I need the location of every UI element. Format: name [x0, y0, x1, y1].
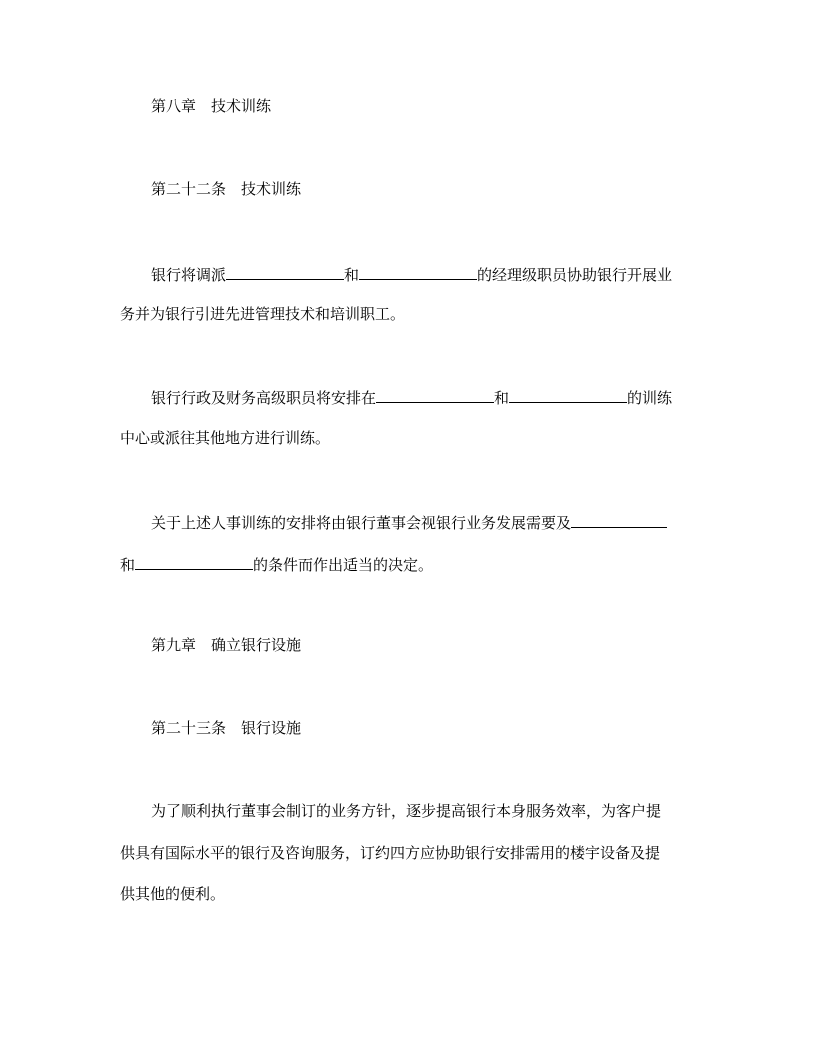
- fill-in-blank: [135, 553, 253, 570]
- article-22-para-1-line-2: [120, 304, 405, 324]
- fill-in-blank: [359, 263, 477, 280]
- chapter-9-heading: [151, 635, 301, 655]
- article-22-para-1-line-1: [151, 263, 672, 283]
- article-22-para-3-line-1: [151, 511, 667, 531]
- article-22-title: 技术训练: [241, 180, 302, 198]
- text-segment: 的经理级职员协助银行开展业: [477, 266, 673, 284]
- article-23-para-line-2: [120, 843, 660, 863]
- article-22-para-2-line-2: [120, 428, 330, 448]
- fill-in-blank: [376, 386, 494, 403]
- text-segment: 银行行政及财务高级职员将安排在: [151, 389, 377, 407]
- chapter-8-number: 第八章: [151, 97, 197, 115]
- article-22-para-3-line-2: [120, 553, 433, 573]
- article-23-title: 银行设施: [241, 719, 302, 737]
- text-segment: 和: [344, 266, 360, 284]
- chapter-8-title: 技术训练: [211, 97, 272, 115]
- article-22-number: 第二十二条: [151, 180, 227, 198]
- text-segment: 的条件而作出适当的决定。: [253, 556, 434, 574]
- text-segment: 银行将调派: [151, 266, 227, 284]
- chapter-8-heading: [151, 96, 271, 116]
- fill-in-blank: [226, 263, 344, 280]
- text-segment: 的训练: [627, 389, 673, 407]
- article-23-number: 第二十三条: [151, 719, 227, 737]
- text-segment: 务并为银行引进先进管理技术和培训职工。: [120, 305, 406, 323]
- fill-in-blank: [571, 511, 667, 528]
- text-segment: 和: [120, 556, 136, 574]
- chapter-9-number: 第九章: [151, 636, 197, 654]
- text-segment: 关于上述人事训练的安排将由银行董事会视银行业务发展需要及: [151, 514, 572, 532]
- article-23-para-line-3: [120, 884, 225, 904]
- text-segment: 供具有国际水平的银行及咨询服务，订约四方应协助银行安排需用的楼宇设备及提: [120, 844, 661, 862]
- text-segment: 供其他的便利。: [120, 885, 226, 903]
- article-23-heading: [151, 718, 301, 738]
- article-22-heading: [151, 179, 301, 199]
- text-segment: 为了顺利执行董事会制订的业务方针，逐步提高银行本身服务效率，为客户提: [151, 802, 662, 820]
- fill-in-blank: [509, 386, 627, 403]
- text-segment: 和: [494, 389, 510, 407]
- article-23-para-line-1: [151, 801, 661, 821]
- text-segment: 中心或派往其他地方进行训练。: [120, 429, 331, 447]
- article-22-para-2-line-1: [151, 386, 672, 406]
- chapter-9-title: 确立银行设施: [211, 636, 302, 654]
